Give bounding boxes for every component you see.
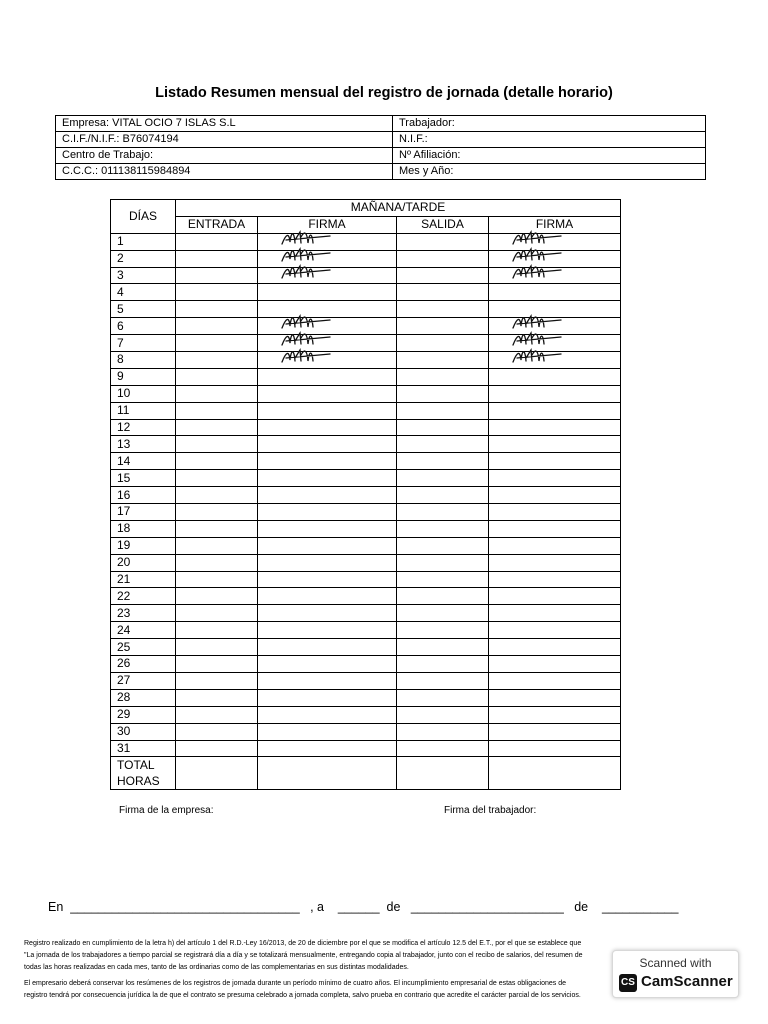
day-number: 15 [111, 470, 176, 487]
table-row [111, 672, 621, 689]
salida-cell [397, 368, 489, 385]
firma-salida-cell [489, 639, 621, 656]
firma-entrada-cell [258, 284, 397, 301]
firma-header: FIRMA [489, 216, 621, 233]
salida-cell [397, 419, 489, 436]
firma-entrada-cell [258, 368, 397, 385]
entrada-cell [176, 352, 258, 369]
table-row [111, 639, 621, 656]
entrada-cell [176, 335, 258, 352]
table-row [111, 537, 621, 554]
firma-salida-cell [489, 267, 621, 284]
firma-salida-cell [489, 385, 621, 402]
salida-cell [397, 352, 489, 369]
entrada-cell [176, 267, 258, 284]
firma-trabajador-label: Firma del trabajador: [444, 805, 537, 816]
day-number: 16 [111, 487, 176, 504]
firma-entrada-cell [258, 656, 397, 673]
entrada-cell [176, 284, 258, 301]
salida-cell [397, 689, 489, 706]
day-number: 13 [111, 436, 176, 453]
firma-entrada-cell [258, 385, 397, 402]
firma-salida-cell [489, 436, 621, 453]
entrada-cell [176, 318, 258, 335]
time-record-table [110, 199, 621, 790]
salida-cell [397, 504, 489, 521]
entrada-cell [176, 723, 258, 740]
firma-entrada-cell [258, 689, 397, 706]
firma-entrada-cell [258, 453, 397, 470]
firma-entrada-cell [258, 571, 397, 588]
employer-info-table [55, 115, 706, 180]
entrada-cell [176, 605, 258, 622]
centro-cell: Centro de Trabajo: [56, 148, 393, 164]
firma-entrada-cell [258, 402, 397, 419]
salida-cell [397, 318, 489, 335]
salida-cell [397, 284, 489, 301]
table-row [111, 470, 621, 487]
table-row [111, 706, 621, 723]
handwritten-signature-icon [511, 262, 565, 284]
table-row [111, 656, 621, 673]
day-number: 5 [111, 301, 176, 318]
day-number: 17 [111, 504, 176, 521]
firma-salida-cell [489, 588, 621, 605]
firma-salida-cell [489, 470, 621, 487]
day-number: 3 [111, 267, 176, 284]
entrada-cell [176, 588, 258, 605]
day-number: 12 [111, 419, 176, 436]
entrada-cell [176, 622, 258, 639]
day-number: 22 [111, 588, 176, 605]
table-row [111, 267, 621, 284]
firma-entrada-cell [258, 537, 397, 554]
firma-entrada-cell [258, 706, 397, 723]
firma-empresa-label: Firma de la empresa: [119, 805, 214, 816]
firma-entrada-cell [258, 723, 397, 740]
manana-tarde-header: MAÑANA/TARDE [176, 200, 621, 217]
salida-cell [397, 335, 489, 352]
table-row [111, 622, 621, 639]
firma-salida-cell [489, 368, 621, 385]
salida-cell [397, 233, 489, 250]
table-row [111, 453, 621, 470]
day-number: 2 [111, 250, 176, 267]
firma-entrada-cell [258, 605, 397, 622]
day-number: 23 [111, 605, 176, 622]
day-number: 31 [111, 740, 176, 757]
total-firma-cell [489, 757, 621, 790]
entrada-cell [176, 419, 258, 436]
afiliacion-cell: Nº Afiliación: [393, 148, 706, 164]
table-row [111, 520, 621, 537]
entrada-cell [176, 385, 258, 402]
day-number: 21 [111, 571, 176, 588]
firma-salida-cell [489, 453, 621, 470]
firma-entrada-cell [258, 639, 397, 656]
firma-salida-cell [489, 520, 621, 537]
firma-salida-cell [489, 504, 621, 521]
day-number: 30 [111, 723, 176, 740]
legal-text-line: todas las horas realizadas en cada mes, tanto de las ordinarias como de las complementarias en sus distintas modalidades. [24, 964, 409, 971]
firma-header: FIRMA [258, 216, 397, 233]
firma-salida-cell [489, 537, 621, 554]
salida-cell [397, 740, 489, 757]
cif-cell: C.I.F./N.I.F.: B76074194 [56, 132, 393, 148]
table-row [111, 588, 621, 605]
salida-cell [397, 385, 489, 402]
firma-entrada-cell [258, 554, 397, 571]
day-number: 8 [111, 352, 176, 369]
table-row [111, 402, 621, 419]
salida-cell [397, 672, 489, 689]
table-row [111, 284, 621, 301]
trabajador-cell: Trabajador: [393, 116, 706, 132]
firma-salida-cell [489, 554, 621, 571]
entrada-cell [176, 706, 258, 723]
handwritten-signature-icon [280, 346, 334, 368]
entrada-cell [176, 368, 258, 385]
firma-entrada-cell [258, 622, 397, 639]
entrada-cell [176, 689, 258, 706]
legal-text-line: Registro realizado en cumplimiento de la letra h) del artículo 1 del R.D.-Ley 16/2013, de 20 de diciembre por el que se modifica el artículo 12.5 del E.T., por el que se establece que [24, 940, 582, 947]
handwritten-signature-icon [511, 346, 565, 368]
day-number: 6 [111, 318, 176, 335]
table-row [111, 740, 621, 757]
firma-salida-cell [489, 419, 621, 436]
entrada-header: ENTRADA [176, 216, 258, 233]
entrada-cell [176, 470, 258, 487]
entrada-cell [176, 571, 258, 588]
table-row [111, 554, 621, 571]
camscanner-badge [612, 950, 739, 998]
table-row [111, 419, 621, 436]
entrada-cell [176, 520, 258, 537]
salida-cell [397, 453, 489, 470]
salida-cell [397, 723, 489, 740]
salida-cell [397, 554, 489, 571]
mes-ano-cell: Mes y Año: [393, 164, 706, 180]
camscanner-name: CamScanner [641, 973, 733, 990]
firma-entrada-cell [258, 419, 397, 436]
salida-cell [397, 537, 489, 554]
firma-entrada-cell [258, 520, 397, 537]
day-number: 26 [111, 656, 176, 673]
place-date-line: En _________________________________ , a ______ de ______________________ de ___________ [48, 900, 679, 914]
day-number: 29 [111, 706, 176, 723]
entrada-cell [176, 537, 258, 554]
entrada-cell [176, 740, 258, 757]
day-number: 18 [111, 520, 176, 537]
table-row [111, 571, 621, 588]
firma-salida-cell [489, 672, 621, 689]
day-number: 11 [111, 402, 176, 419]
salida-cell [397, 436, 489, 453]
day-rows [111, 233, 621, 757]
salida-cell [397, 402, 489, 419]
day-number: 1 [111, 233, 176, 250]
day-number: 19 [111, 537, 176, 554]
salida-cell [397, 706, 489, 723]
table-row [111, 436, 621, 453]
firma-salida-cell [489, 402, 621, 419]
entrada-cell [176, 672, 258, 689]
salida-cell [397, 470, 489, 487]
firma-entrada-cell [258, 267, 397, 284]
firma-salida-cell [489, 706, 621, 723]
day-number: 10 [111, 385, 176, 402]
entrada-cell [176, 436, 258, 453]
horas-label: HORAS [117, 774, 160, 789]
total-label: TOTAL [117, 758, 155, 773]
entrada-cell [176, 504, 258, 521]
firma-salida-cell [489, 740, 621, 757]
nif-cell: N.I.F.: [393, 132, 706, 148]
total-horas-label [111, 757, 176, 790]
camscanner-logo-icon: CS [619, 974, 637, 992]
table-row [111, 352, 621, 369]
day-number: 14 [111, 453, 176, 470]
day-number: 7 [111, 335, 176, 352]
salida-cell [397, 605, 489, 622]
day-number: 25 [111, 639, 176, 656]
day-number: 24 [111, 622, 176, 639]
entrada-cell [176, 233, 258, 250]
salida-cell [397, 588, 489, 605]
entrada-cell [176, 402, 258, 419]
salida-cell [397, 622, 489, 639]
salida-cell [397, 250, 489, 267]
entrada-cell [176, 639, 258, 656]
legal-text-line: registro tendrá por consecuencia jurídica la de que el contrato se presuma celebrado a jornada completa, salvo prueba en contrario que acredite el carácter parcial de los servicios. [24, 992, 581, 999]
firma-salida-cell [489, 284, 621, 301]
firma-salida-cell [489, 487, 621, 504]
handwritten-signature-icon [280, 262, 334, 284]
day-number: 28 [111, 689, 176, 706]
entrada-cell [176, 656, 258, 673]
total-firma-cell [258, 757, 397, 790]
table-row [111, 689, 621, 706]
dias-header: DÍAS [111, 200, 176, 234]
total-salida-cell [397, 757, 489, 790]
firma-entrada-cell [258, 487, 397, 504]
firma-salida-cell [489, 352, 621, 369]
salida-cell [397, 656, 489, 673]
firma-entrada-cell [258, 588, 397, 605]
day-number: 4 [111, 284, 176, 301]
table-row [111, 605, 621, 622]
entrada-cell [176, 554, 258, 571]
table-row [111, 723, 621, 740]
firma-entrada-cell [258, 352, 397, 369]
salida-header: SALIDA [397, 216, 489, 233]
firma-salida-cell [489, 656, 621, 673]
firma-entrada-cell [258, 504, 397, 521]
legal-text-line: "La jornada de los trabajadores a tiempo parcial se registrará día a día y se totalizará mensualmente, entregando copia al trabajador, junto con el recibo de salarios, del resumen de [24, 952, 583, 959]
firma-salida-cell [489, 571, 621, 588]
scanned-with-text: Scanned with [639, 956, 712, 970]
firma-entrada-cell [258, 672, 397, 689]
day-number: 27 [111, 672, 176, 689]
salida-cell [397, 487, 489, 504]
salida-cell [397, 301, 489, 318]
empresa-cell: Empresa: VITAL OCIO 7 ISLAS S.L [56, 116, 393, 132]
salida-cell [397, 639, 489, 656]
salida-cell [397, 267, 489, 284]
table-row [111, 385, 621, 402]
document-title: Listado Resumen mensual del registro de jornada (detalle horario) [155, 85, 613, 101]
legal-text-line: El empresario deberá conservar los resúmenes de los registros de jornada durante un período mínimo de cuatro años. El incumplimiento empresarial de estas obligaciones de [24, 980, 567, 987]
ccc-cell: C.C.C.: 011138115984894 [56, 164, 393, 180]
day-number: 20 [111, 554, 176, 571]
entrada-cell [176, 301, 258, 318]
firma-salida-cell [489, 605, 621, 622]
day-number: 9 [111, 368, 176, 385]
firma-salida-cell [489, 622, 621, 639]
firma-entrada-cell [258, 436, 397, 453]
firma-salida-cell [489, 723, 621, 740]
salida-cell [397, 520, 489, 537]
entrada-cell [176, 250, 258, 267]
table-row [111, 368, 621, 385]
entrada-cell [176, 487, 258, 504]
table-row [111, 504, 621, 521]
firma-entrada-cell [258, 470, 397, 487]
entrada-cell [176, 453, 258, 470]
total-entrada-cell [176, 757, 258, 790]
firma-entrada-cell [258, 740, 397, 757]
firma-salida-cell [489, 689, 621, 706]
salida-cell [397, 571, 489, 588]
table-row [111, 487, 621, 504]
